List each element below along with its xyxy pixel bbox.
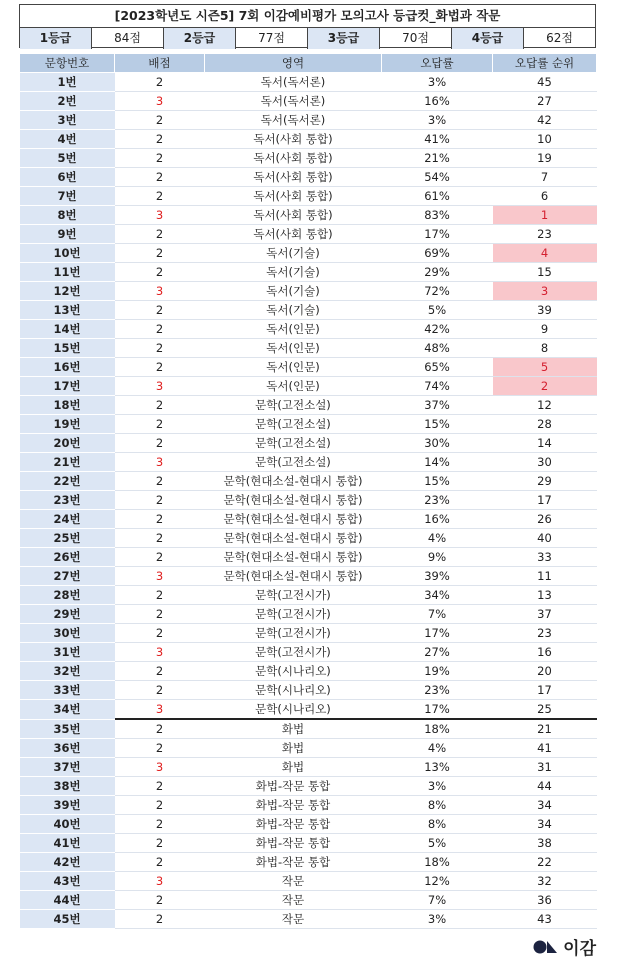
cell-error-rank: 2 bbox=[493, 377, 597, 396]
cell-error-rate: 61% bbox=[382, 187, 493, 206]
title-box bbox=[19, 4, 596, 48]
table-row bbox=[20, 92, 597, 111]
cell-points: 2 bbox=[115, 339, 205, 358]
table-row bbox=[20, 377, 597, 396]
table-row bbox=[20, 739, 597, 758]
table-row bbox=[20, 301, 597, 320]
cell-question-number: 16번 bbox=[20, 358, 115, 377]
cell-error-rank: 26 bbox=[493, 510, 597, 529]
cell-points: 2 bbox=[115, 168, 205, 187]
cell-error-rate: 16% bbox=[382, 92, 493, 111]
cell-area: 독서(기술) bbox=[205, 282, 382, 301]
cell-area: 독서(독서론) bbox=[205, 73, 382, 92]
cell-area: 독서(기술) bbox=[205, 244, 382, 263]
table-row bbox=[20, 453, 597, 472]
cell-question-number: 25번 bbox=[20, 529, 115, 548]
cell-error-rate: 42% bbox=[382, 320, 493, 339]
cell-area: 독서(인문) bbox=[205, 358, 382, 377]
cell-error-rate: 12% bbox=[382, 872, 493, 891]
cell-area: 독서(독서론) bbox=[205, 92, 382, 111]
table-row bbox=[20, 339, 597, 358]
cell-points: 2 bbox=[115, 263, 205, 282]
cell-points: 3 bbox=[115, 282, 205, 301]
cell-points: 2 bbox=[115, 434, 205, 453]
cell-error-rank: 41 bbox=[493, 739, 597, 758]
table-row bbox=[20, 434, 597, 453]
cell-error-rate: 3% bbox=[382, 910, 493, 929]
cell-question-number: 23번 bbox=[20, 491, 115, 510]
cell-error-rank: 14 bbox=[493, 434, 597, 453]
cell-error-rank: 11 bbox=[493, 567, 597, 586]
cell-points: 2 bbox=[115, 529, 205, 548]
cell-error-rate: 54% bbox=[382, 168, 493, 187]
cell-error-rate: 3% bbox=[382, 73, 493, 92]
cell-area: 작문 bbox=[205, 872, 382, 891]
grade-value: 84점 bbox=[92, 28, 164, 49]
table-row bbox=[20, 872, 597, 891]
table-row bbox=[20, 643, 597, 662]
cell-error-rank: 12 bbox=[493, 396, 597, 415]
table-row bbox=[20, 624, 597, 643]
cell-area: 작문 bbox=[205, 891, 382, 910]
cell-area: 문학(고전소설) bbox=[205, 396, 382, 415]
table-row bbox=[20, 358, 597, 377]
cell-area: 독서(독서론) bbox=[205, 111, 382, 130]
cell-question-number: 40번 bbox=[20, 815, 115, 834]
cell-error-rate: 74% bbox=[382, 377, 493, 396]
table-row bbox=[20, 491, 597, 510]
cell-points: 2 bbox=[115, 853, 205, 872]
cell-points: 2 bbox=[115, 891, 205, 910]
cell-area: 문학(시나리오) bbox=[205, 681, 382, 700]
cell-question-number: 6번 bbox=[20, 168, 115, 187]
cell-points: 3 bbox=[115, 643, 205, 662]
grade-value: 77점 bbox=[236, 28, 308, 49]
cell-question-number: 44번 bbox=[20, 891, 115, 910]
cell-area: 문학(고전시가) bbox=[205, 605, 382, 624]
cell-points: 2 bbox=[115, 491, 205, 510]
cell-error-rate: 9% bbox=[382, 548, 493, 567]
cell-points: 2 bbox=[115, 834, 205, 853]
table-row bbox=[20, 168, 597, 187]
cell-error-rate: 4% bbox=[382, 739, 493, 758]
cell-area: 문학(시나리오) bbox=[205, 662, 382, 681]
cell-points: 2 bbox=[115, 149, 205, 168]
cell-error-rate: 15% bbox=[382, 472, 493, 491]
cell-points: 2 bbox=[115, 739, 205, 758]
cell-points: 3 bbox=[115, 872, 205, 891]
cell-error-rank: 6 bbox=[493, 187, 597, 206]
table-row bbox=[20, 700, 597, 720]
cell-area: 화법-작문 통합 bbox=[205, 853, 382, 872]
cell-question-number: 29번 bbox=[20, 605, 115, 624]
table-row bbox=[20, 605, 597, 624]
table-row bbox=[20, 130, 597, 149]
table-row bbox=[20, 796, 597, 815]
cell-points: 2 bbox=[115, 396, 205, 415]
cell-points: 2 bbox=[115, 510, 205, 529]
cell-question-number: 35번 bbox=[20, 719, 115, 739]
cell-area: 화법 bbox=[205, 719, 382, 739]
header-question-number: 문항번호 bbox=[20, 54, 115, 73]
cell-question-number: 22번 bbox=[20, 472, 115, 491]
cell-error-rate: 5% bbox=[382, 301, 493, 320]
cell-area: 독서(사회 통합) bbox=[205, 168, 382, 187]
header-points: 배점 bbox=[115, 54, 205, 73]
brand-logo bbox=[533, 934, 596, 959]
cell-area: 화법 bbox=[205, 739, 382, 758]
cell-error-rank: 16 bbox=[493, 643, 597, 662]
cell-error-rank: 17 bbox=[493, 491, 597, 510]
cell-area: 문학(현대소설-현대시 통합) bbox=[205, 567, 382, 586]
cell-error-rank: 15 bbox=[493, 263, 597, 282]
cell-points: 2 bbox=[115, 662, 205, 681]
cell-points: 2 bbox=[115, 415, 205, 434]
cell-area: 독서(사회 통합) bbox=[205, 130, 382, 149]
cell-area: 독서(사회 통합) bbox=[205, 206, 382, 225]
cell-error-rank: 28 bbox=[493, 415, 597, 434]
cell-area: 독서(기술) bbox=[205, 263, 382, 282]
cell-question-number: 8번 bbox=[20, 206, 115, 225]
cell-error-rank: 8 bbox=[493, 339, 597, 358]
cell-error-rank: 17 bbox=[493, 681, 597, 700]
table-row bbox=[20, 758, 597, 777]
table-row bbox=[20, 206, 597, 225]
table-row bbox=[20, 472, 597, 491]
cell-error-rate: 72% bbox=[382, 282, 493, 301]
cell-error-rate: 7% bbox=[382, 605, 493, 624]
cell-question-number: 10번 bbox=[20, 244, 115, 263]
cell-area: 독서(인문) bbox=[205, 377, 382, 396]
cell-question-number: 12번 bbox=[20, 282, 115, 301]
cell-area: 문학(시나리오) bbox=[205, 700, 382, 720]
table-row bbox=[20, 396, 597, 415]
cell-points: 3 bbox=[115, 206, 205, 225]
table-row bbox=[20, 529, 597, 548]
cell-points: 2 bbox=[115, 796, 205, 815]
cell-error-rank: 32 bbox=[493, 872, 597, 891]
cell-points: 2 bbox=[115, 225, 205, 244]
table-row bbox=[20, 73, 597, 92]
cell-question-number: 11번 bbox=[20, 263, 115, 282]
cell-points: 2 bbox=[115, 605, 205, 624]
cell-error-rank: 7 bbox=[493, 168, 597, 187]
cell-points: 2 bbox=[115, 586, 205, 605]
table-row bbox=[20, 187, 597, 206]
logo-text: 이감 bbox=[563, 939, 596, 959]
cell-error-rate: 83% bbox=[382, 206, 493, 225]
cell-points: 2 bbox=[115, 777, 205, 796]
cell-question-number: 41번 bbox=[20, 834, 115, 853]
cell-question-number: 32번 bbox=[20, 662, 115, 681]
cell-question-number: 15번 bbox=[20, 339, 115, 358]
table-row bbox=[20, 548, 597, 567]
cell-error-rank: 23 bbox=[493, 624, 597, 643]
cell-error-rank: 44 bbox=[493, 777, 597, 796]
answer-stats-table bbox=[19, 53, 597, 929]
cell-area: 화법 bbox=[205, 758, 382, 777]
cell-area: 문학(현대소설-현대시 통합) bbox=[205, 510, 382, 529]
cell-error-rank: 42 bbox=[493, 111, 597, 130]
cell-error-rate: 15% bbox=[382, 415, 493, 434]
cell-points: 3 bbox=[115, 700, 205, 720]
cell-error-rank: 10 bbox=[493, 130, 597, 149]
table-header-row bbox=[20, 54, 597, 73]
cell-error-rate: 23% bbox=[382, 681, 493, 700]
cell-error-rate: 17% bbox=[382, 700, 493, 720]
cell-error-rank: 36 bbox=[493, 891, 597, 910]
cell-points: 2 bbox=[115, 73, 205, 92]
cell-error-rate: 23% bbox=[382, 491, 493, 510]
cell-error-rate: 14% bbox=[382, 453, 493, 472]
table-row bbox=[20, 586, 597, 605]
table-row bbox=[20, 567, 597, 586]
table-row bbox=[20, 111, 597, 130]
table-row bbox=[20, 244, 597, 263]
cell-question-number: 4번 bbox=[20, 130, 115, 149]
cell-area: 문학(고전시가) bbox=[205, 643, 382, 662]
cell-area: 문학(고전시가) bbox=[205, 586, 382, 605]
cell-area: 문학(고전소설) bbox=[205, 453, 382, 472]
cell-error-rate: 29% bbox=[382, 263, 493, 282]
cell-area: 화법-작문 통합 bbox=[205, 777, 382, 796]
table-row bbox=[20, 662, 597, 681]
cell-question-number: 2번 bbox=[20, 92, 115, 111]
cell-points: 2 bbox=[115, 910, 205, 929]
cell-area: 문학(현대소설-현대시 통합) bbox=[205, 529, 382, 548]
cell-question-number: 45번 bbox=[20, 910, 115, 929]
cell-error-rate: 30% bbox=[382, 434, 493, 453]
cell-error-rate: 7% bbox=[382, 891, 493, 910]
cell-area: 문학(고전소설) bbox=[205, 434, 382, 453]
cell-area: 독서(사회 통합) bbox=[205, 149, 382, 168]
grade-cutoff-row bbox=[20, 28, 595, 49]
cell-points: 2 bbox=[115, 130, 205, 149]
cell-points: 2 bbox=[115, 472, 205, 491]
table-row bbox=[20, 681, 597, 700]
table-row bbox=[20, 910, 597, 929]
cell-question-number: 43번 bbox=[20, 872, 115, 891]
cell-question-number: 7번 bbox=[20, 187, 115, 206]
table-row bbox=[20, 815, 597, 834]
table-row bbox=[20, 320, 597, 339]
cell-error-rank: 39 bbox=[493, 301, 597, 320]
cell-error-rate: 4% bbox=[382, 529, 493, 548]
cell-question-number: 28번 bbox=[20, 586, 115, 605]
page-title: [2023학년도 시즌5] 7회 이감예비평가 모의고사 등급컷_화법과 작문 bbox=[20, 5, 595, 28]
cell-area: 문학(현대소설-현대시 통합) bbox=[205, 472, 382, 491]
cell-area: 독서(기술) bbox=[205, 301, 382, 320]
cell-error-rank: 38 bbox=[493, 834, 597, 853]
grade-label: 1등급 bbox=[20, 28, 92, 49]
table-row bbox=[20, 891, 597, 910]
cell-question-number: 42번 bbox=[20, 853, 115, 872]
cell-question-number: 31번 bbox=[20, 643, 115, 662]
cell-points: 3 bbox=[115, 758, 205, 777]
cell-error-rate: 13% bbox=[382, 758, 493, 777]
cell-area: 문학(고전시가) bbox=[205, 624, 382, 643]
cell-points: 2 bbox=[115, 111, 205, 130]
cell-error-rank: 20 bbox=[493, 662, 597, 681]
cell-question-number: 26번 bbox=[20, 548, 115, 567]
cell-points: 2 bbox=[115, 358, 205, 377]
cell-error-rank: 40 bbox=[493, 529, 597, 548]
cell-question-number: 19번 bbox=[20, 415, 115, 434]
cell-error-rate: 69% bbox=[382, 244, 493, 263]
cell-error-rank: 43 bbox=[493, 910, 597, 929]
cell-error-rate: 48% bbox=[382, 339, 493, 358]
table-row bbox=[20, 225, 597, 244]
cell-question-number: 27번 bbox=[20, 567, 115, 586]
header-area: 영역 bbox=[205, 54, 382, 73]
cell-error-rate: 65% bbox=[382, 358, 493, 377]
cell-points: 3 bbox=[115, 377, 205, 396]
cell-question-number: 39번 bbox=[20, 796, 115, 815]
table-row bbox=[20, 853, 597, 872]
cell-area: 작문 bbox=[205, 910, 382, 929]
cell-area: 문학(현대소설-현대시 통합) bbox=[205, 491, 382, 510]
cell-question-number: 30번 bbox=[20, 624, 115, 643]
cell-question-number: 24번 bbox=[20, 510, 115, 529]
cell-points: 3 bbox=[115, 567, 205, 586]
cell-error-rank: 22 bbox=[493, 853, 597, 872]
cell-points: 2 bbox=[115, 815, 205, 834]
table-row bbox=[20, 510, 597, 529]
cell-area: 독서(사회 통합) bbox=[205, 225, 382, 244]
cell-error-rank: 3 bbox=[493, 282, 597, 301]
cell-question-number: 13번 bbox=[20, 301, 115, 320]
cell-error-rate: 39% bbox=[382, 567, 493, 586]
cell-error-rank: 4 bbox=[493, 244, 597, 263]
cell-error-rate: 3% bbox=[382, 777, 493, 796]
cell-question-number: 38번 bbox=[20, 777, 115, 796]
cell-area: 화법-작문 통합 bbox=[205, 834, 382, 853]
cell-error-rank: 45 bbox=[493, 73, 597, 92]
cell-error-rank: 25 bbox=[493, 700, 597, 720]
cell-error-rate: 17% bbox=[382, 624, 493, 643]
cell-error-rank: 34 bbox=[493, 815, 597, 834]
cell-error-rate: 34% bbox=[382, 586, 493, 605]
cell-area: 문학(고전소설) bbox=[205, 415, 382, 434]
cell-error-rate: 18% bbox=[382, 719, 493, 739]
cell-points: 2 bbox=[115, 187, 205, 206]
cell-error-rank: 21 bbox=[493, 719, 597, 739]
cell-points: 3 bbox=[115, 453, 205, 472]
cell-question-number: 18번 bbox=[20, 396, 115, 415]
cell-error-rank: 23 bbox=[493, 225, 597, 244]
grade-value: 62점 bbox=[546, 31, 573, 45]
logo-mark-icon bbox=[533, 940, 557, 954]
cell-error-rank: 29 bbox=[493, 472, 597, 491]
cell-question-number: 17번 bbox=[20, 377, 115, 396]
cell-error-rank: 5 bbox=[493, 358, 597, 377]
cell-question-number: 5번 bbox=[20, 149, 115, 168]
cell-error-rank: 19 bbox=[493, 149, 597, 168]
cell-error-rank: 33 bbox=[493, 548, 597, 567]
cell-points: 2 bbox=[115, 244, 205, 263]
table-row bbox=[20, 719, 597, 739]
grade-value: 70점 bbox=[380, 28, 452, 49]
cell-points: 2 bbox=[115, 681, 205, 700]
cell-area: 화법-작문 통합 bbox=[205, 815, 382, 834]
cell-question-number: 3번 bbox=[20, 111, 115, 130]
table-row bbox=[20, 282, 597, 301]
cell-question-number: 14번 bbox=[20, 320, 115, 339]
cell-area: 문학(현대소설-현대시 통합) bbox=[205, 548, 382, 567]
cell-area: 독서(인문) bbox=[205, 320, 382, 339]
cell-error-rate: 27% bbox=[382, 643, 493, 662]
cell-error-rank: 13 bbox=[493, 586, 597, 605]
cell-error-rate: 3% bbox=[382, 111, 493, 130]
table-row bbox=[20, 834, 597, 853]
header-error-rate: 오답률 bbox=[382, 54, 493, 73]
cell-error-rank: 31 bbox=[493, 758, 597, 777]
cell-question-number: 36번 bbox=[20, 739, 115, 758]
cell-points: 2 bbox=[115, 301, 205, 320]
cell-error-rate: 8% bbox=[382, 796, 493, 815]
grade-label: 3등급 bbox=[308, 28, 380, 49]
cell-points: 2 bbox=[115, 624, 205, 643]
cell-error-rate: 5% bbox=[382, 834, 493, 853]
table-row bbox=[20, 415, 597, 434]
cell-error-rate: 21% bbox=[382, 149, 493, 168]
cell-error-rate: 8% bbox=[382, 815, 493, 834]
cell-error-rank: 37 bbox=[493, 605, 597, 624]
grade-label: 4등급 bbox=[452, 28, 524, 49]
grade-label: 2등급 bbox=[164, 28, 236, 49]
cell-error-rank: 9 bbox=[493, 320, 597, 339]
cell-error-rank: 1 bbox=[493, 206, 597, 225]
cell-error-rate: 19% bbox=[382, 662, 493, 681]
cell-question-number: 21번 bbox=[20, 453, 115, 472]
cell-error-rank: 30 bbox=[493, 453, 597, 472]
cell-error-rank: 27 bbox=[493, 92, 597, 111]
cell-error-rate: 16% bbox=[382, 510, 493, 529]
cell-question-number: 1번 bbox=[20, 73, 115, 92]
table-row bbox=[20, 777, 597, 796]
cell-error-rate: 41% bbox=[382, 130, 493, 149]
cell-question-number: 34번 bbox=[20, 700, 115, 720]
cell-question-number: 33번 bbox=[20, 681, 115, 700]
cell-area: 화법-작문 통합 bbox=[205, 796, 382, 815]
cell-error-rate: 18% bbox=[382, 853, 493, 872]
cell-question-number: 37번 bbox=[20, 758, 115, 777]
cell-question-number: 9번 bbox=[20, 225, 115, 244]
cell-question-number: 20번 bbox=[20, 434, 115, 453]
header-error-rank: 오답률 순위 bbox=[493, 54, 597, 73]
cell-area: 독서(사회 통합) bbox=[205, 187, 382, 206]
table-row bbox=[20, 263, 597, 282]
cell-points: 2 bbox=[115, 548, 205, 567]
cell-points: 3 bbox=[115, 92, 205, 111]
cell-area: 독서(인문) bbox=[205, 339, 382, 358]
table-row bbox=[20, 149, 597, 168]
cell-points: 2 bbox=[115, 719, 205, 739]
cell-error-rank: 34 bbox=[493, 796, 597, 815]
cell-points: 2 bbox=[115, 320, 205, 339]
cell-error-rate: 37% bbox=[382, 396, 493, 415]
cell-error-rate: 17% bbox=[382, 225, 493, 244]
